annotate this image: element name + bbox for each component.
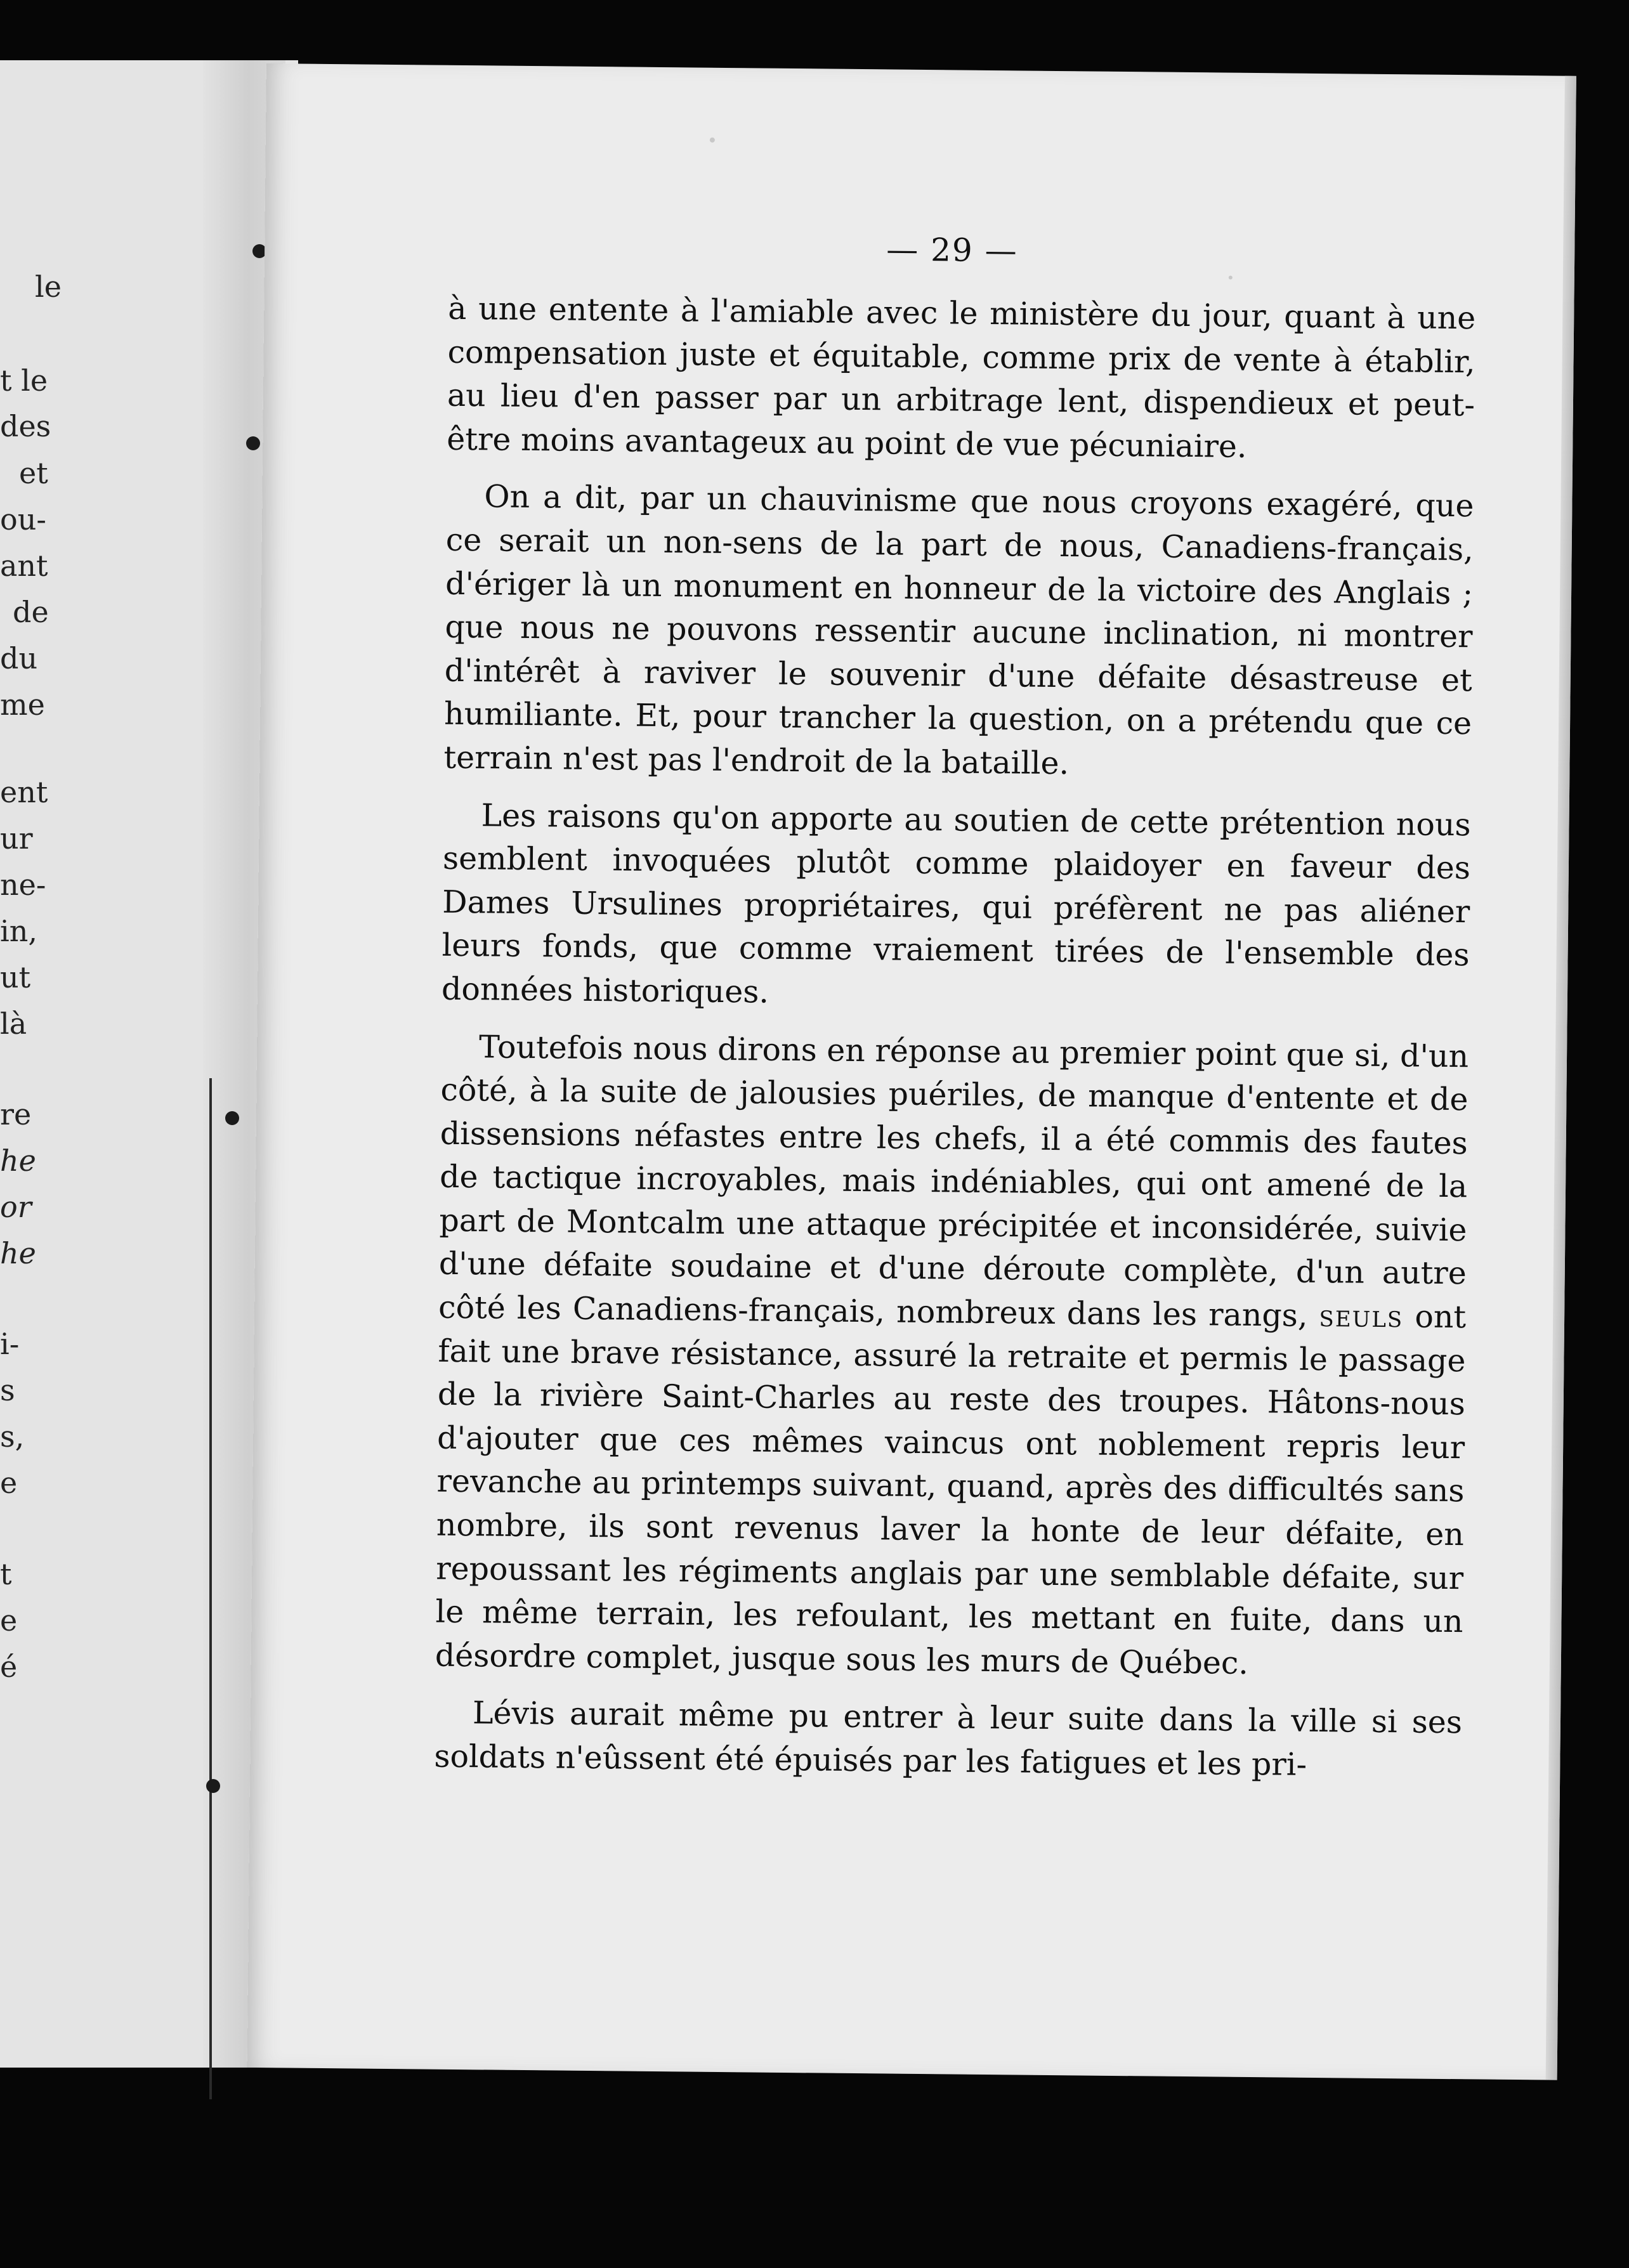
left-fragment: re <box>0 1097 32 1131</box>
left-fragment: he <box>0 1144 36 1178</box>
left-fragment: or <box>0 1190 32 1224</box>
left-fragment: he <box>0 1236 36 1270</box>
paragraph-4-text-before: Toutefois nous dirons en réponse au premier point que si, d'un côté, à la suite de jalousies puériles, de manque d'entente et de dissensions néfastes entre les chefs, il a été commis des fautes de tactique incroyables, mais indéniables, qui ont amené de la part de Montcalm une attaque précipitée et inconsidérée, suivie d'une défaite soudaine et d'une déroute complète, d'un autre côté les Canadiens-français, nombreux dans les rangs, <box>438 1028 1469 1334</box>
paragraph-4-text-after: ont fait une brave résistance, assuré la retraite et permis le passage de la rivière Saint-Charles au reste des troupes. Hâtons-nous d'ajouter que ces mêmes vaincus ont noblement repris leur revanche au printemps suivant, quand, après des difficultés sans nombre, ils sont revenus laver la honte de leur défaite, en repoussant les régiments anglais par une semblable défaite, sur le même terrain, les refoulant, les mettant en fuite, dans un désordre complet, jusque sous les murs de Québec. <box>435 1298 1467 1681</box>
left-fragment: du <box>0 641 38 675</box>
left-fragment: ur <box>0 821 33 856</box>
left-fragment: s, <box>0 1419 25 1454</box>
left-fragment: é <box>0 1650 18 1684</box>
spine-binding-line <box>209 1078 212 2099</box>
left-fragment: in, <box>0 914 37 948</box>
left-fragment: ant <box>0 549 48 583</box>
right-page <box>247 63 1576 2080</box>
paragraph-5: Lévis aurait même pu entrer à leur suite dans la ville si ses soldats n'eûssent été épuisés par les fatigues et les pri- <box>434 1695 1463 1783</box>
left-fragment: et <box>19 456 48 490</box>
paper-speck <box>710 138 715 143</box>
left-fragment: ent <box>0 775 48 809</box>
left-fragment: ne- <box>0 868 46 902</box>
left-fragment: de <box>13 595 49 629</box>
left-fragment: ut <box>0 960 31 994</box>
left-fragment: s <box>0 1373 15 1407</box>
emphasis-seuls: seuls <box>1319 1298 1404 1335</box>
paragraph-4 <box>435 1025 1469 1687</box>
binding-mark <box>246 436 260 450</box>
left-fragment: me <box>0 688 45 722</box>
paragraph-2: On a dit, par un chauvinisme que nous croyons exagéré, que ce serait un non-sens de la part de nous, Canadiens-français, d'ériger là un monument en honneur de la victoire des Anglais ; que nous ne pouvons ressentir aucune inclination, ni montrer d'intérêt à raviver le souvenir d'une défaite désastreuse et humiliante. Et, pour trancher la question, on a prétendu que ce terrain n'est pas l'endroit de la bataille. <box>443 478 1474 782</box>
left-fragment: des <box>0 409 51 443</box>
paragraph-3: Les raisons qu'on apporte au soutien de cette prétention nous semblent invoquées plutôt comme plaidoyer en faveur des Dames Ursulines propriétaires, qui préfèrent ne pas aliéner leurs fonds, que comme vraiement tirées de l'ensemble des données historiques. <box>441 797 1471 1010</box>
paragraph-1: à une entente à l'amiable avec le ministère du jour, quant à une compensation juste et équitable, comme prix de vente à établir, au lieu d'en passer par un arbitrage lent, dispendieux et peut-être moins avantageux au point de vue pécuniaire. <box>447 290 1476 465</box>
left-fragment: e <box>0 1603 18 1638</box>
body-text <box>434 287 1475 1789</box>
left-fragment: e <box>0 1466 18 1500</box>
left-fragment: là <box>0 1007 27 1041</box>
page-edge <box>1546 76 1576 2080</box>
left-fragment: i- <box>0 1327 20 1361</box>
left-fragment: t le <box>0 363 48 398</box>
left-fragment: ou- <box>0 502 46 537</box>
binding-mark <box>225 1111 239 1125</box>
left-fragment: t <box>0 1557 12 1591</box>
binding-mark <box>206 1779 220 1793</box>
left-fragment: le <box>35 270 62 304</box>
page-number: — 29 — <box>886 231 1018 270</box>
paper-speck <box>1229 276 1233 280</box>
